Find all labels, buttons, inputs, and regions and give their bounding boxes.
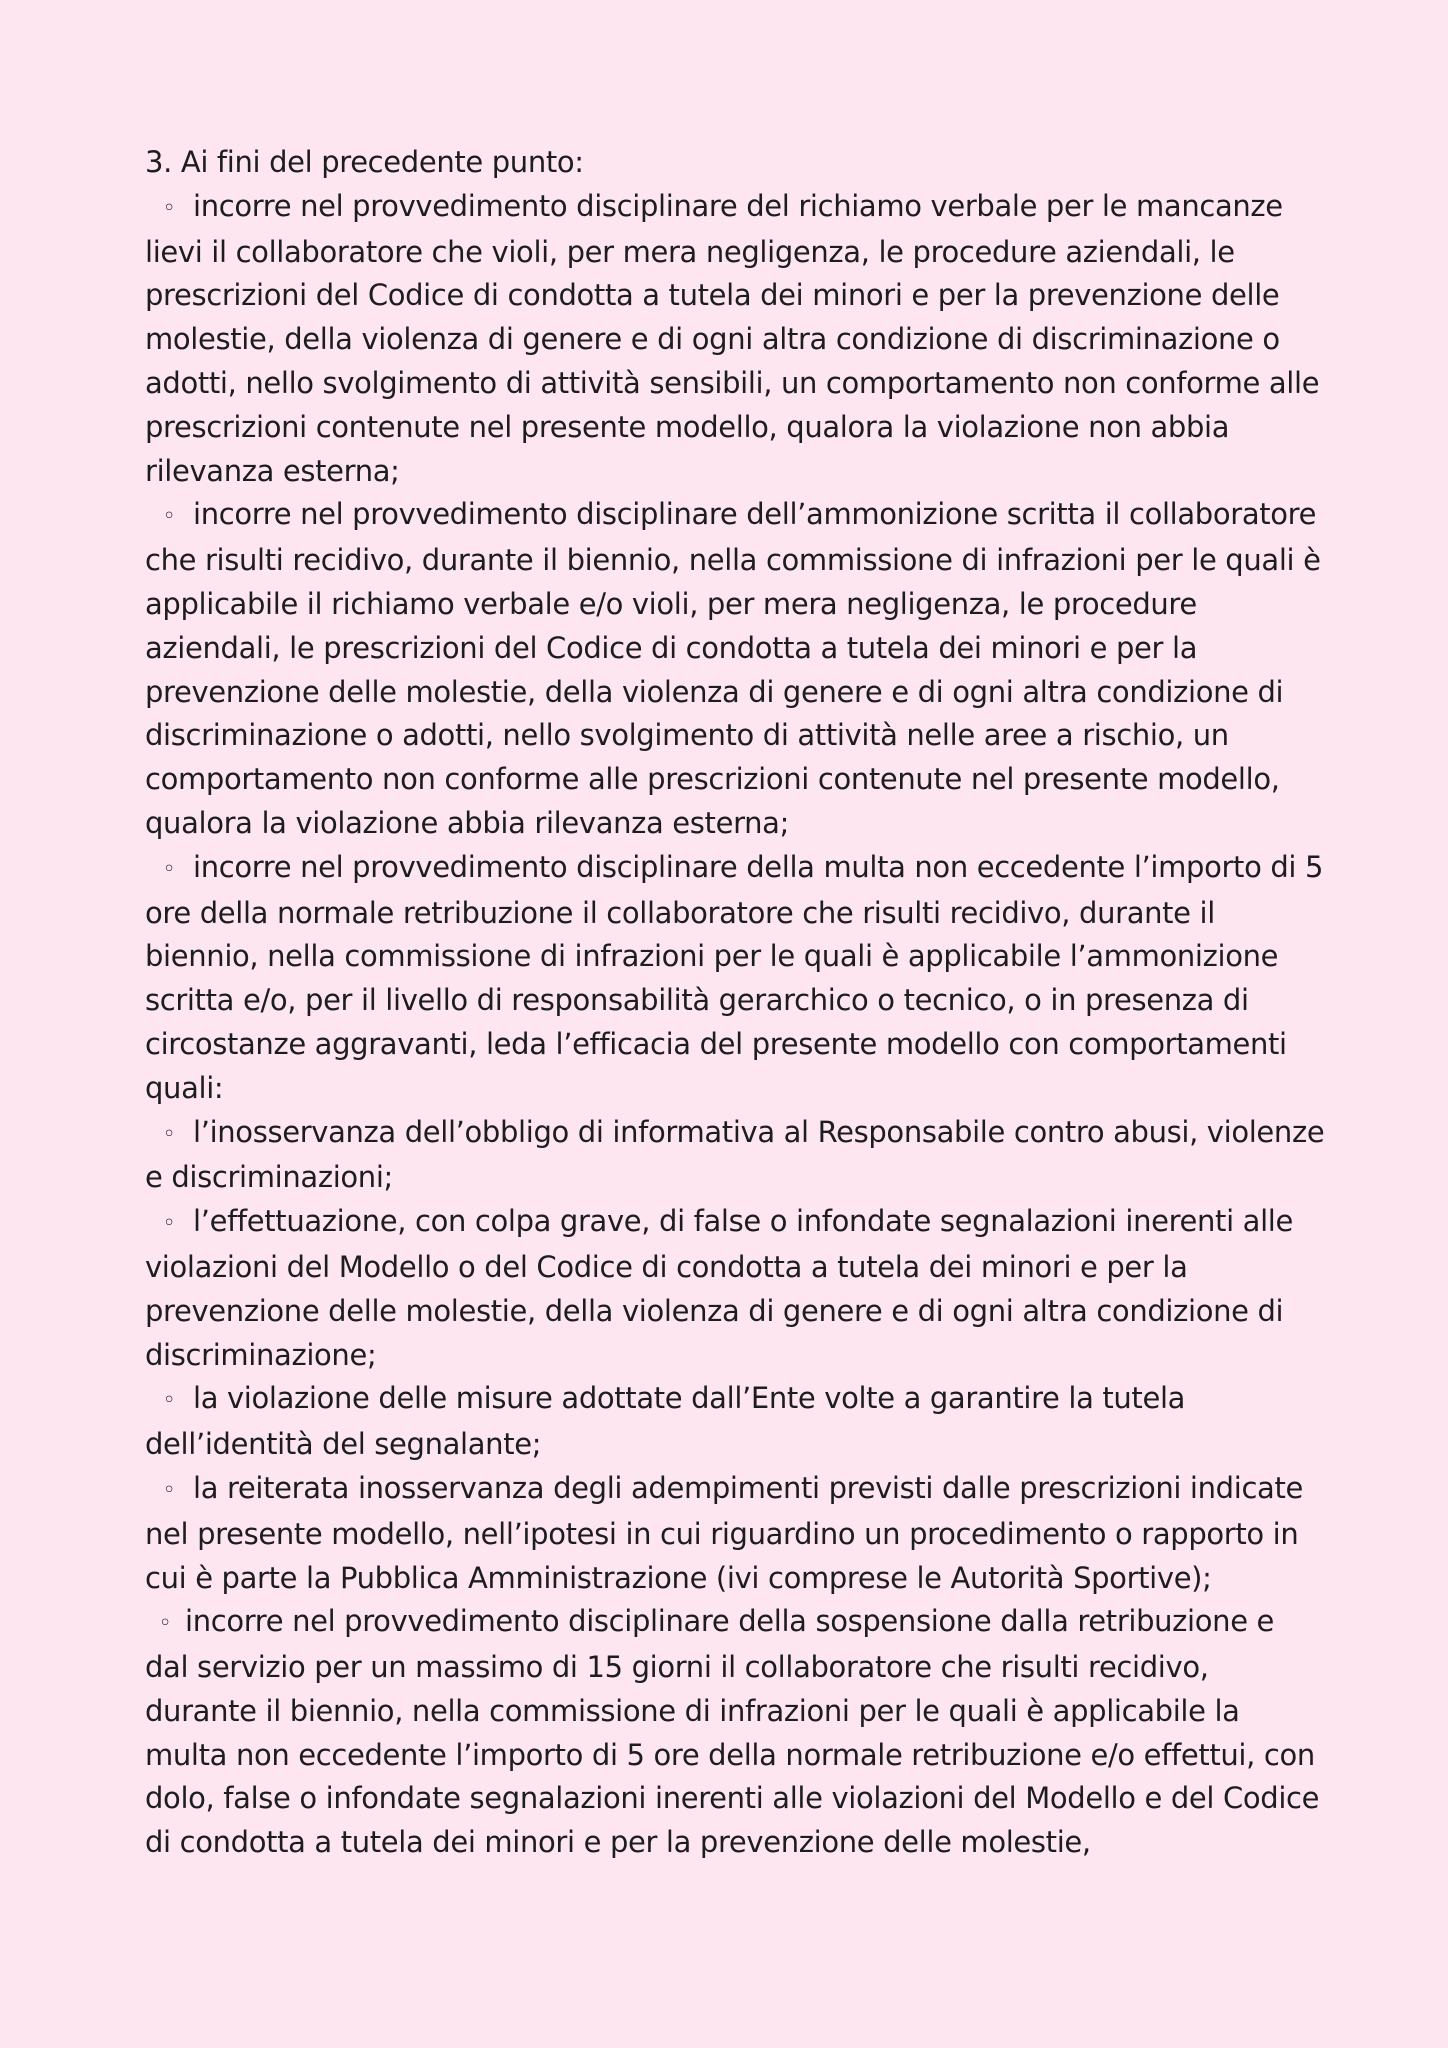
list-item xyxy=(145,1111,1325,1201)
section-heading: 3. Ai fini del precedente punto: xyxy=(145,145,584,179)
bullet-icon: ◦ xyxy=(162,1388,176,1414)
list-item xyxy=(145,846,1325,1111)
list-item xyxy=(145,1200,1325,1377)
list-item-text: la violazione delle misure adottate dall’Ente volte a garantire la tutela dell’identità del segnalante; xyxy=(145,1381,1186,1462)
list-item-text: incorre nel provvedimento disciplinare della multa non eccedente l’importo di 5 ore della normale retribuzione il collaboratore che risulti recidivo, durante il biennio, nella commissione di infrazioni per le quali è applicabile l’ammonizione scritta e/o, per il livello di responsabilità gerarchico o tecnico, o in presenza di circostanze aggravanti, leda l’efficacia del presente modello con comportamenti quali: xyxy=(145,849,1324,1105)
list-item-text: incorre nel provvedimento disciplinare dell’ammonizione scritta il collaboratore che risulti recidivo, durante il biennio, nella commissione di infrazioni per le quali è applicabile il richiamo verbale e/o violi, per mera negligenza, le procedure aziendali, le prescrizioni del Codice di condotta a tutela dei minori e per la prevenzione delle molestie, della violenza di genere e di ogni altra condizione di discriminazione o adotti, nello svolgimento di attività nelle aree a rischio, un comportamento non conforme alle prescrizioni contenute nel presente modello, qualora la violazione abbia rilevanza esterna; xyxy=(145,497,1321,840)
bullet-icon: ◦ xyxy=(162,1211,176,1237)
list-item-text: l’inosservanza dell’obbligo di informativa al Responsabile contro abusi, violenze e discriminazioni; xyxy=(145,1114,1325,1195)
bullet-icon: ◦ xyxy=(162,195,176,221)
list-item xyxy=(145,1600,1325,1865)
bullet-icon: ◦ xyxy=(162,504,176,530)
list-item-text: l’effettuazione, con colpa grave, di false o infondate segnalazioni inerenti alle violazioni del Modello o del Codice di condotta a tutela dei minori e per la prevenzione delle molestie, della violenza di genere e di ogni altra condizione di discriminazione; xyxy=(145,1204,1293,1372)
document-page xyxy=(145,141,1325,1865)
list-item xyxy=(145,493,1325,845)
list-item-text: incorre nel provvedimento disciplinare della sospensione dalla retribuzione e dal servizio per un massimo di 15 giorni il collaboratore che risulti recidivo, durante il biennio, nella commissione di infrazioni per le quali è applicabile la multa non eccedente l’importo di 5 ore della normale retribuzione e/o effettui, con dolo, false o infondate segnalazioni inerenti alle violazioni del Modello e del Codice di condotta a tutela dei minori e per la prevenzione delle molestie, xyxy=(145,1604,1320,1860)
list-item xyxy=(145,1377,1325,1467)
bullet-icon: ◦ xyxy=(162,856,176,882)
list-item xyxy=(145,1467,1325,1600)
bullet-icon: ◦ xyxy=(162,1477,176,1503)
list-item-text: la reiterata inosservanza degli adempimenti previsti dalle prescrizioni indicate nel presente modello, nell’ipotesi in cui riguardino un procedimento o rapporto in cui è parte la Pubblica Amministrazione (ivi comprese le Autorità Sportive); xyxy=(145,1470,1303,1595)
list-item-text: incorre nel provvedimento disciplinare del richiamo verbale per le mancanze lievi il collaboratore che violi, per mera negligenza, le procedure aziendali, le prescrizioni del Codice di condotta a tutela dei minori e per la prevenzione delle molestie, della violenza di genere e di ogni altra condizione di discriminazione o adotti, nello svolgimento di attività sensibili, un comportamento non conforme alle prescrizioni contenute nel presente modello, qualora la violazione non abbia rilevanza esterna; xyxy=(145,188,1320,488)
list-item xyxy=(145,185,1325,494)
bullet-icon: ◦ xyxy=(162,1121,176,1147)
bullet-icon: ◦ xyxy=(158,1611,172,1637)
